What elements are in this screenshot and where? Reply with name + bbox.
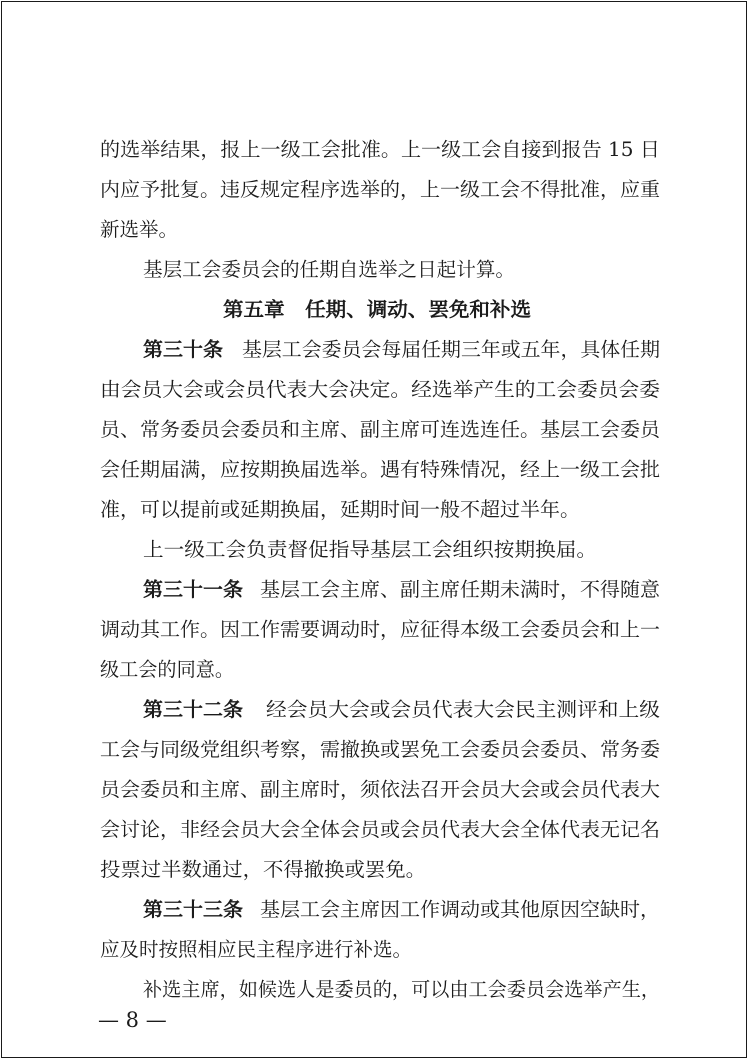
line-text: 调动其工作。因工作需要调动时，应征得本级工会委员会和上一 xyxy=(100,618,660,641)
chapter-heading-text: 第五章 任期、调动、罢免和补选 xyxy=(223,298,531,321)
article-number: 第三十二条 xyxy=(143,698,243,721)
line-text: 员会委员和主席、副主席时，须依法召开会员大会或会员代表大 xyxy=(100,778,660,801)
line-text: 基层工会委员会的任期自选举之日起计算。 xyxy=(143,258,515,281)
article-number: 第三十三条 xyxy=(143,898,243,921)
line-text: 基层工会委员会每届任期三年或五年，具体任期 xyxy=(242,338,660,361)
body-line xyxy=(2,773,750,807)
line-text: 投票过半数通过，不得撤换或罢免。 xyxy=(100,858,426,881)
body-line xyxy=(2,133,750,167)
body-line xyxy=(2,493,750,527)
chapter-heading xyxy=(2,293,750,327)
body-line xyxy=(2,533,750,567)
line-text: 补选主席，如候选人是委员的，可以由工会委员会选举产生， xyxy=(143,978,660,1001)
line-text: 内应予批复。违反规定程序选举的，上一级工会不得批准，应重 xyxy=(100,178,660,201)
line-text: 经会员大会或会员代表大会民主测评和上级 xyxy=(266,698,660,721)
document-page xyxy=(1,1,747,1058)
body-line xyxy=(2,933,750,967)
article-line xyxy=(2,573,750,607)
body-line xyxy=(2,213,750,247)
body-line xyxy=(2,813,750,847)
line-text: 的选举结果，报上一级工会批准。上一级工会自接到报告 15 日 xyxy=(100,138,660,161)
line-text: 基层工会主席、副主席任期未满时，不得随意 xyxy=(260,578,660,601)
line-text: 员、常务委员会委员和主席、副主席可连选连任。基层工会委员 xyxy=(100,418,660,441)
body-line xyxy=(2,373,750,407)
body-line xyxy=(2,413,750,447)
article-number: 第三十一条 xyxy=(143,578,243,601)
body-line xyxy=(2,733,750,767)
line-text: 上一级工会负责督促指导基层工会组织按期换届。 xyxy=(143,538,597,561)
body-line xyxy=(2,173,750,207)
body-line xyxy=(2,613,750,647)
article-line xyxy=(2,893,750,927)
article-line xyxy=(2,333,750,367)
body-line xyxy=(2,253,750,287)
article-number: 第三十条 xyxy=(143,338,223,361)
body-line xyxy=(2,853,750,887)
line-text: 级工会的同意。 xyxy=(100,658,234,681)
body-line xyxy=(2,453,750,487)
line-text: 会任期届满，应按期换届选举。遇有特殊情况，经上一级工会批 xyxy=(100,458,660,481)
line-text: 工会与同级党组织考察，需撤换或罢免工会委员会委员、常务委 xyxy=(100,738,660,761)
body-line xyxy=(2,973,750,1007)
line-text: 由会员大会或会员代表大会决定。经选举产生的工会委员会委 xyxy=(100,378,660,401)
article-line xyxy=(2,693,750,727)
line-text: 新选举。 xyxy=(100,218,178,241)
line-text: 基层工会主席因工作调动或其他原因空缺时， xyxy=(260,898,660,921)
body-line xyxy=(2,653,750,687)
line-text: 应及时按照相应民主程序进行补选。 xyxy=(100,938,412,961)
page-number: — 8 — xyxy=(98,1008,167,1032)
line-text: 准，可以提前或延期换届，延期时间一般不超过半年。 xyxy=(100,498,580,521)
line-text: 会讨论，非经会员大会全体会员或会员代表大会全体代表无记名 xyxy=(100,818,660,841)
